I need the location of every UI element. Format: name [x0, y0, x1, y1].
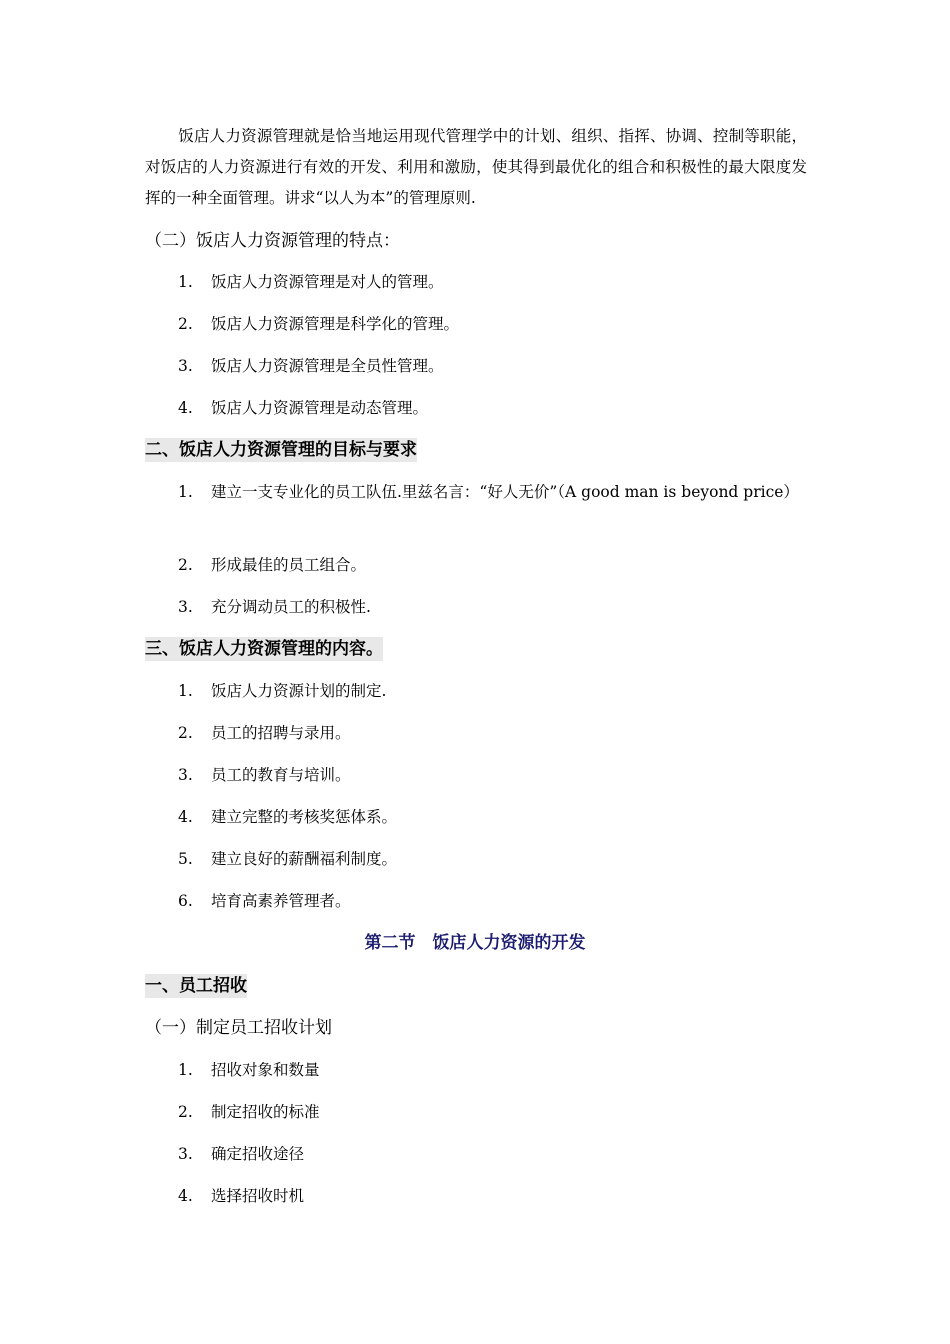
list-item [178, 676, 807, 707]
list-number: 3. [178, 766, 193, 784]
list-text: 饭店人力资源管理是科学化的管理。 [211, 315, 460, 333]
list-item [178, 351, 807, 382]
list-text: 饭店人力资源管理是对人的管理。 [211, 273, 444, 291]
list-item [178, 1139, 807, 1170]
list-number: 6. [178, 892, 193, 910]
list-text: 员工的教育与培训。 [211, 766, 351, 784]
list-item [178, 1097, 807, 1128]
features-heading: （二）饭店人力资源管理的特点： [145, 231, 400, 251]
list-text: 充分调动员工的积极性. [211, 598, 371, 616]
list-number: 2. [178, 315, 193, 333]
list-text: 饭店人力资源管理是动态管理。 [211, 399, 429, 417]
section-title: 第二节 饭店人力资源的开发 [364, 933, 586, 953]
list-number: 4. [178, 1187, 193, 1205]
list-text: 员工的招聘与录用。 [211, 724, 351, 742]
content-heading: 三、饭店人力资源管理的内容。 [145, 639, 383, 659]
list-number: 1. [178, 1061, 193, 1079]
list-item [178, 267, 807, 298]
recruit-heading: 一、员工招收 [145, 976, 247, 996]
list-text: 饭店人力资源计划的制定. [211, 682, 387, 700]
list-item [178, 1181, 807, 1212]
list-text: 选择招收时机 [211, 1187, 305, 1205]
list-number: 2. [178, 724, 193, 742]
list-item [178, 760, 807, 791]
list-number: 4. [178, 808, 193, 826]
list-item [178, 1055, 807, 1086]
goals-heading: 二、饭店人力资源管理的目标与要求 [145, 440, 417, 460]
list-item [178, 718, 807, 749]
intro-paragraph [145, 121, 807, 214]
list-text: 饭店人力资源管理是全员性管理。 [211, 357, 444, 375]
list-number: 2. [178, 556, 193, 574]
list-number: 3. [178, 357, 193, 375]
list-number: 3. [178, 598, 193, 616]
list-item [178, 393, 807, 424]
list-item [178, 309, 807, 340]
list-item [178, 802, 807, 833]
list-item [178, 886, 807, 917]
list-item [178, 477, 807, 508]
list-item [178, 844, 807, 875]
recruit-subheading: （一）制定员工招收计划 [145, 1018, 332, 1038]
list-item [178, 550, 807, 581]
list-text: 确定招收途径 [211, 1145, 305, 1163]
list-number: 5. [178, 850, 193, 868]
list-text: 招收对象和数量 [211, 1061, 320, 1079]
list-item [178, 592, 807, 623]
list-text: 建立良好的薪酬福利制度。 [211, 850, 398, 868]
list-text: 建立一支专业化的员工队伍.里兹名言：“好人无价”（A good man is beyond price） [211, 483, 799, 501]
list-number: 3. [178, 1145, 193, 1163]
list-number: 4. [178, 399, 193, 417]
list-text: 制定招收的标准 [211, 1103, 320, 1121]
list-number: 2. [178, 1103, 193, 1121]
list-text: 建立完整的考核奖惩体系。 [211, 808, 398, 826]
list-number: 1. [178, 682, 193, 700]
intro-text: 饭店人力资源管理就是恰当地运用现代管理学中的计划、组织、指挥、协调、控制等职能，对饭店的人力资源进行有效的开发、利用和激励，使其得到最优化的组合和积极性的最大限度发挥的一种全面管理。讲求“以人为本”的管理原则. [145, 127, 807, 207]
list-number: 1. [178, 483, 193, 501]
list-text: 形成最佳的员工组合。 [211, 556, 367, 574]
list-number: 1. [178, 273, 193, 291]
list-text: 培育高素养管理者。 [211, 892, 351, 910]
